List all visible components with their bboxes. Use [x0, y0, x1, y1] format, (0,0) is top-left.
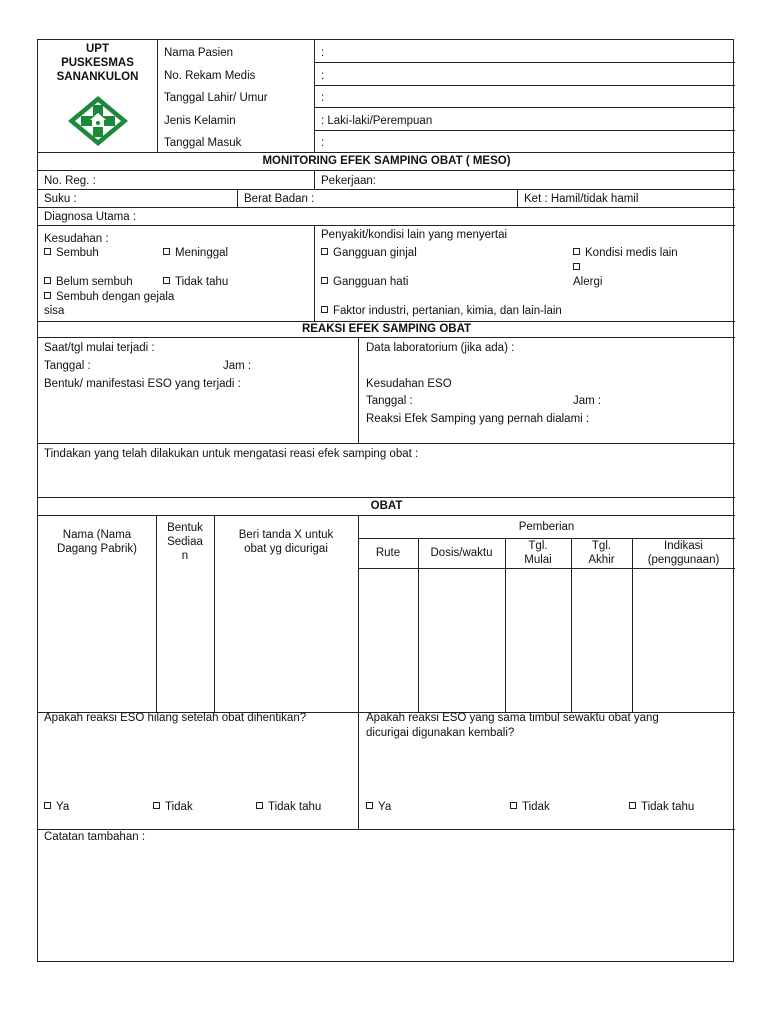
obat-col-line: [358, 515, 359, 712]
header-row-line: [314, 130, 735, 131]
q1-answer-ya[interactable]: Ya: [44, 800, 69, 814]
q1-answer-tidak-tahu[interactable]: Tidak tahu: [256, 800, 321, 814]
tindakan-field[interactable]: Tindakan yang telah dilakukan untuk mengatasi reasi efek samping obat :: [44, 448, 419, 460]
noreg-divider: [314, 170, 315, 189]
row-line: [38, 207, 735, 208]
q2-answer-tidak[interactable]: Tidak: [510, 800, 550, 814]
pemberian-header-line: [358, 568, 735, 569]
penyakit-label: Penyakit/kondisi lain yang menyertai: [321, 229, 508, 241]
meso-form: [37, 39, 734, 962]
bentuk-field[interactable]: Bentuk/ manifestasi ESO yang terjadi :: [44, 378, 241, 390]
tanggal-masuk-field[interactable]: :: [321, 137, 325, 149]
row-line: [38, 443, 735, 444]
col-bentuk-header: n: [181, 550, 189, 562]
puskesmas-logo-icon: [66, 94, 130, 148]
tanggal-masuk-label: Tanggal Masuk: [164, 137, 242, 149]
penyakit-option[interactable]: Kondisi medis lain: [573, 246, 678, 260]
institution-line-1: UPT: [86, 43, 109, 55]
reaksi-pernah-field[interactable]: Reaksi Efek Samping yang pernah dialami :: [366, 413, 590, 425]
penyakit-option[interactable]: Gangguan ginjal: [321, 246, 417, 260]
checkbox-icon[interactable]: [573, 263, 580, 270]
no-reg-field[interactable]: No. Reg. :: [44, 175, 96, 187]
checkbox-icon[interactable]: [256, 802, 263, 809]
q2-answer-tidak-tahu[interactable]: Tidak tahu: [629, 800, 694, 814]
kesudahan-divider: [314, 225, 315, 321]
col-indikasi-header: Indikasi: [664, 540, 703, 552]
checkbox-icon[interactable]: [629, 802, 636, 809]
header-bottom-line: [38, 152, 735, 153]
tanggal-lahir-label: Tanggal Lahir/ Umur: [164, 92, 268, 104]
checkbox-icon[interactable]: [44, 277, 51, 284]
tanggal-lahir-field[interactable]: :: [321, 92, 325, 104]
checkbox-icon[interactable]: [573, 248, 580, 255]
kesudahan-option[interactable]: Sembuh dengan gejala: [44, 290, 174, 304]
checkbox-icon[interactable]: [44, 802, 51, 809]
jam-field[interactable]: Jam :: [223, 360, 252, 372]
suku-divider: [237, 189, 238, 207]
question-2-line1: Apakah reaksi ESO yang sama timbul sewaktu obat yang: [366, 712, 659, 724]
nama-pasien-label: Nama Pasien: [164, 47, 234, 59]
question-1: Apakah reaksi ESO hilang setelah obat dihentikan?: [44, 712, 307, 724]
col-nama-header: Dagang Pabrik): [57, 543, 137, 555]
row-line: [38, 189, 735, 190]
row-line: [38, 497, 735, 498]
jenis-kelamin-label: Jenis Kelamin: [164, 115, 236, 127]
title-bottom-line: [38, 170, 735, 171]
kesudahan-option[interactable]: Belum sembuh: [44, 275, 133, 289]
obat-col-line: [418, 538, 419, 712]
kesudahan-option[interactable]: Tidak tahu: [163, 275, 228, 289]
col-tgl-akhir-header: Akhir: [588, 554, 615, 566]
alergi-checkbox[interactable]: [573, 261, 585, 275]
berat-badan-field[interactable]: Berat Badan :: [244, 193, 315, 205]
checkbox-icon[interactable]: [163, 248, 170, 255]
saat-field[interactable]: Saat/tgl mulai terjadi :: [44, 342, 155, 354]
kesudahan-option[interactable]: Sembuh: [44, 246, 99, 260]
col-nama-header: Nama (Nama: [62, 529, 132, 541]
q1-answer-tidak[interactable]: Tidak: [153, 800, 193, 814]
checkbox-icon[interactable]: [321, 248, 328, 255]
col-tanda-header: obat yg dicurigai: [244, 543, 328, 555]
col-rute-header: Rute: [375, 547, 401, 559]
penyakit-option[interactable]: Faktor industri, pertanian, kimia, dan lain-lain: [321, 304, 562, 318]
institution-line-2: PUSKESMAS: [61, 57, 134, 69]
catatan-field[interactable]: Catatan tambahan :: [44, 831, 146, 843]
alergi-label: Alergi: [573, 276, 603, 288]
jenis-kelamin-field[interactable]: : Laki-laki/Perempuan: [321, 115, 433, 127]
questions-divider: [358, 712, 359, 829]
question-2-line2: dicurigai digunakan kembali?: [366, 727, 515, 739]
pekerjaan-field[interactable]: Pekerjaan:: [321, 175, 376, 187]
kesudahan-extra: sisa: [44, 305, 65, 317]
header-row-line: [314, 107, 735, 108]
col-tanda-header: Beri tanda X untuk: [238, 529, 334, 541]
checkbox-icon[interactable]: [321, 277, 328, 284]
row-line: [38, 225, 735, 226]
q2-answer-ya[interactable]: Ya: [366, 800, 391, 814]
row-line: [38, 337, 735, 338]
jam2-field[interactable]: Jam :: [573, 395, 602, 407]
checkbox-icon[interactable]: [163, 277, 170, 284]
berat-divider: [517, 189, 518, 207]
institution-line-3: SANANKULON: [56, 71, 139, 83]
checkbox-icon[interactable]: [366, 802, 373, 809]
penyakit-option[interactable]: Gangguan hati: [321, 275, 408, 289]
col-bentuk-header: Sediaa: [167, 536, 203, 548]
checkbox-icon[interactable]: [44, 292, 51, 299]
checkbox-icon[interactable]: [44, 248, 51, 255]
form-title: MONITORING EFEK SAMPING OBAT ( MESO): [262, 155, 511, 167]
header-divider-2: [314, 40, 315, 152]
header-row-line: [314, 62, 735, 63]
nama-pasien-field[interactable]: :: [321, 47, 325, 59]
obat-title: OBAT: [370, 500, 403, 512]
kesudahan-label: Kesudahan :: [44, 233, 109, 245]
reaksi-title: REAKSI EFEK SAMPING OBAT: [301, 323, 472, 335]
col-tgl-akhir-header: Tgl.: [591, 540, 612, 552]
rekam-medis-label: No. Rekam Medis: [164, 70, 256, 82]
col-bentuk-header: Bentuk: [167, 522, 203, 534]
ket-hamil-field[interactable]: Ket : Hamil/tidak hamil: [524, 193, 639, 205]
col-tgl-mulai-header: Tgl.: [528, 540, 548, 552]
reaksi-divider: [358, 337, 359, 443]
header-divider-1: [157, 40, 158, 152]
checkbox-icon[interactable]: [153, 802, 160, 809]
suku-field[interactable]: Suku :: [44, 193, 77, 205]
pemberian-header: Pemberian: [518, 521, 575, 533]
tanggal2-field[interactable]: Tanggal :: [366, 395, 413, 407]
col-dosis-header: Dosis/waktu: [430, 547, 493, 559]
rekam-medis-field[interactable]: :: [321, 70, 325, 82]
checkbox-icon[interactable]: [321, 306, 328, 313]
col-indikasi-header: (penggunaan): [647, 554, 720, 566]
header-row-line: [314, 85, 735, 86]
checkbox-icon[interactable]: [510, 802, 517, 809]
row-line: [38, 515, 735, 516]
col-tgl-mulai-header: Mulai: [524, 554, 552, 566]
diagnosa-field[interactable]: Diagnosa Utama :: [44, 211, 137, 223]
data-lab-field[interactable]: Data laboratorium (jika ada) :: [366, 342, 515, 354]
tanggal-field[interactable]: Tanggal :: [44, 360, 91, 372]
kesudahan-option[interactable]: Meninggal: [163, 246, 228, 260]
kesudahan-eso-label: Kesudahan ESO: [366, 378, 452, 390]
